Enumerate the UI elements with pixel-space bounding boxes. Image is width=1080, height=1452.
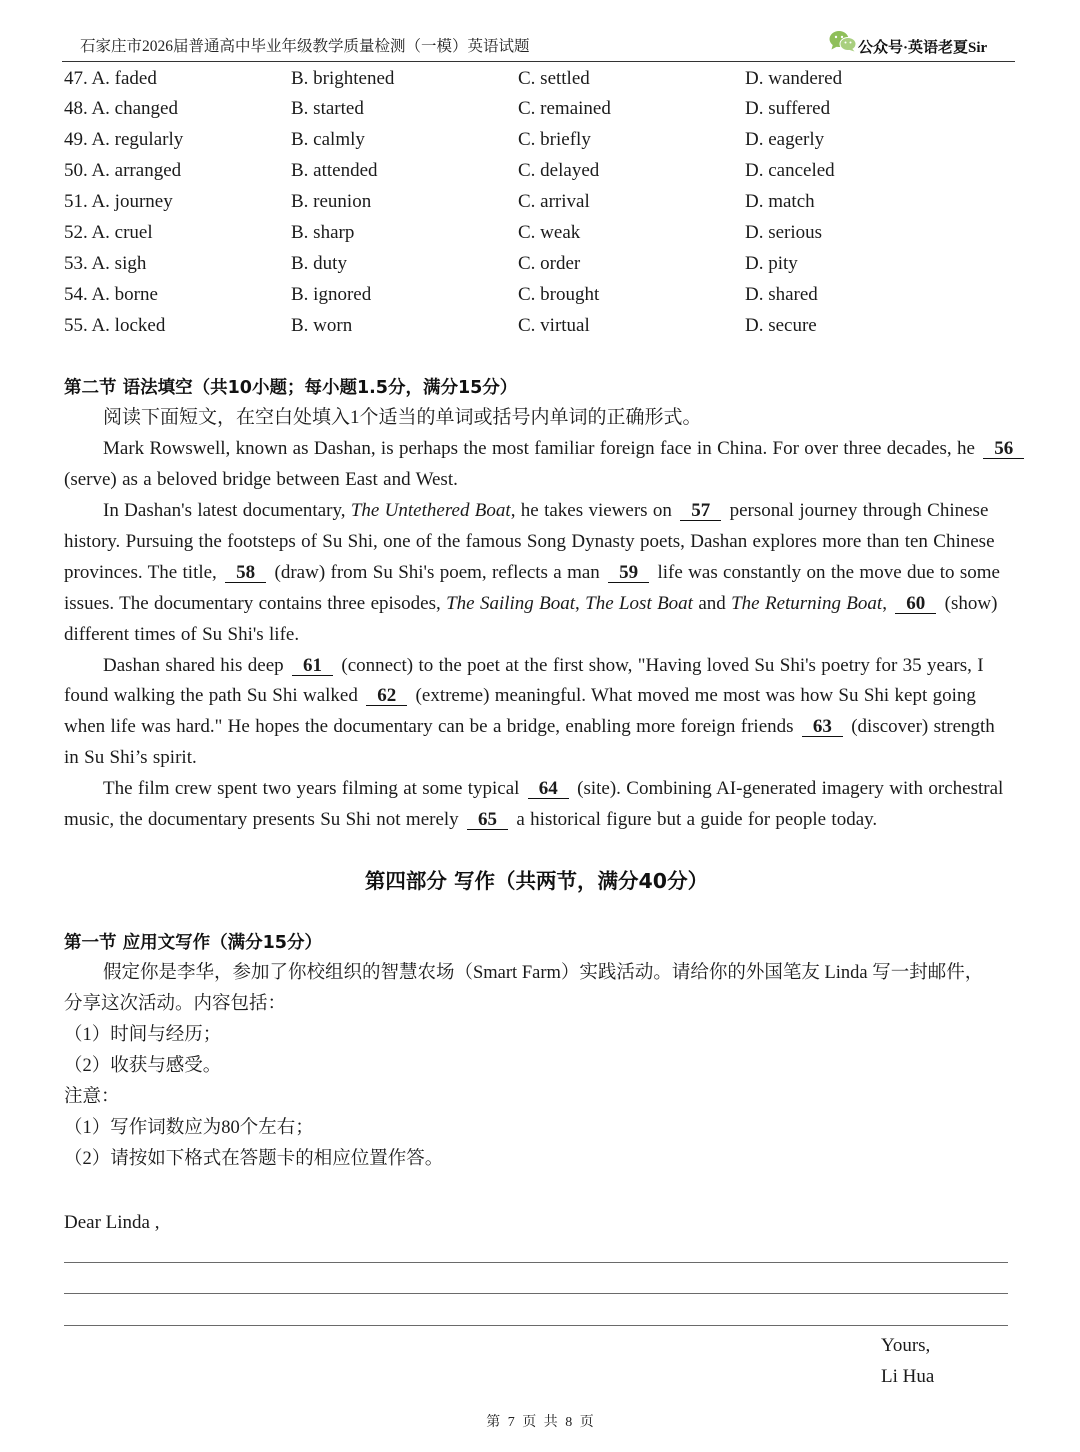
passage-text: history. Pursuing the footsteps of Su Shi, one of the famous Song Dynasty poets, Dashan explores more than ten Chinese: [64, 530, 995, 552]
answer-line: [64, 1262, 1008, 1263]
option-choice-c: C. remained: [518, 98, 611, 120]
prompt-line: （1）时间与经历；: [64, 1025, 222, 1046]
passage-text: Dashan shared his deep: [103, 654, 290, 676]
option-row: [64, 311, 972, 342]
passage-text: found walking the path Su Shi walked: [64, 685, 364, 707]
writing-section-heading: 第一节 应用文写作（满分15分）: [64, 932, 322, 953]
passage-text: (extreme) meaningful. What moved me most was how Su Shi kept going: [410, 685, 976, 707]
answer-line: [64, 1325, 1008, 1326]
prompt-line: （1）写作词数应为80个左右；: [64, 1117, 314, 1138]
option-choice-a: 50. A. arranged: [64, 160, 182, 182]
documentary-title: The Sailing Boat: [446, 592, 576, 614]
passage-text: (show): [939, 592, 998, 614]
option-row: [64, 249, 972, 280]
option-row: [64, 64, 972, 95]
option-choice-c: C. brought: [518, 283, 600, 305]
passage-text: (discover) strength: [845, 716, 995, 738]
passage-line: [64, 589, 1064, 620]
option-choice-a: 53. A. sigh: [64, 252, 147, 274]
option-choice-a: 54. A. borne: [64, 283, 158, 305]
prompt-line: 假定你是李华，参加了你校组织的智慧农场（Smart Farm）实践活动。请给你的外国笔友 Linda 写一封邮件，: [103, 963, 984, 984]
option-choice-d: D. secure: [745, 314, 817, 336]
passage-text: personal journey through Chinese: [724, 500, 989, 522]
option-choice-b: B. ignored: [291, 283, 372, 305]
passage-text: issues. The documentary contains three episodes,: [64, 592, 447, 614]
prompt-line: 注意：: [64, 1086, 120, 1107]
passage-line: [64, 465, 1064, 496]
passage-text: (connect) to the poet at the first show, "Having loved Su Shi's poetry for 35 years, I: [336, 654, 984, 676]
letter-greeting: Dear Linda ,: [64, 1211, 160, 1233]
answer-line: [64, 1293, 1008, 1294]
wechat-icon: [829, 30, 857, 52]
answer-blank: 64: [528, 780, 569, 799]
passage-line: [64, 651, 1064, 682]
passage-text: provinces. The title,: [64, 561, 223, 583]
passage-line: [64, 434, 1064, 465]
option-choice-d: D. shared: [745, 283, 818, 305]
passage-text: a historical figure but a guide for people today.: [511, 808, 878, 830]
page-number: 第 7 页 共 8 页: [486, 1415, 594, 1430]
passage-text: and: [692, 592, 732, 614]
account-name: 公众号·英语老夏Sir: [858, 40, 988, 56]
header-rule: [62, 61, 1015, 62]
wechat-account: [829, 30, 987, 58]
option-choice-b: B. brightened: [291, 67, 395, 89]
passage-text: music, the documentary presents Su Shi not merely: [64, 808, 465, 830]
option-row: [64, 187, 972, 218]
option-choice-d: D. pity: [745, 252, 798, 274]
answer-blank: 63: [802, 718, 843, 737]
option-choice-c: C. briefly: [518, 129, 591, 151]
option-choice-a: 48. A. changed: [64, 98, 178, 120]
option-choice-d: D. match: [745, 191, 815, 213]
passage-text: (serve) as a beloved bridge between East and West.: [64, 469, 458, 491]
option-choice-b: B. reunion: [291, 191, 372, 213]
option-choice-d: D. serious: [745, 221, 823, 243]
prompt-line: 分享这次活动。内容包括：: [64, 994, 287, 1015]
passage-line: [64, 620, 1064, 651]
exam-title: 石家庄市2026届普通高中毕业年级教学质量检测（一模）英语试题: [80, 38, 530, 55]
writing-part-title: 第四部分 写作（共两节，满分40分）: [364, 869, 709, 893]
answer-blank: 58: [225, 564, 266, 583]
passage-line: [64, 496, 1064, 527]
passage-text: Mark Rowswell, known as Dashan, is perhaps the most familiar foreign face in China. For over three decades, he: [103, 438, 981, 460]
option-choice-d: D. suffered: [745, 98, 831, 120]
option-choice-b: B. calmly: [291, 129, 365, 151]
documentary-title: The Lost Boat: [585, 592, 693, 614]
option-choice-b: B. started: [291, 98, 364, 120]
option-row: [64, 218, 972, 249]
writing-section: [64, 928, 1064, 1175]
passage-text: in Su Shi’s spirit.: [64, 747, 197, 769]
option-choice-b: B. sharp: [291, 221, 355, 243]
passage-text: , he takes viewers on: [510, 500, 678, 522]
answer-blank: 62: [366, 687, 407, 706]
documentary-title: The Untethered Boat: [350, 500, 511, 522]
documentary-title: The Returning Boat: [731, 592, 883, 614]
prompt-line: （2）请按如下格式在答题卡的相应位置作答。: [64, 1148, 444, 1169]
answer-blank: 56: [983, 440, 1024, 459]
passage-line: [64, 558, 1064, 589]
option-row: [64, 125, 972, 156]
passage-text: ,: [882, 592, 893, 614]
grammar-instruction: 阅读下面短文，在空白处填入1个适当的单词或括号内单词的正确形式。: [103, 407, 702, 429]
answer-blank: 61: [292, 657, 333, 676]
passage-text: life was constantly on the move due to some: [652, 561, 1000, 583]
grammar-section: [64, 373, 1064, 836]
passage-line: [64, 712, 1064, 743]
option-row: [64, 94, 972, 125]
option-choice-d: D. canceled: [745, 160, 835, 182]
option-choice-d: D. eagerly: [745, 129, 825, 151]
option-choice-b: B. worn: [291, 314, 353, 336]
answer-options-table: [64, 64, 972, 342]
option-row: [64, 156, 972, 187]
option-choice-a: 49. A. regularly: [64, 129, 184, 151]
letter-signature: Li Hua: [881, 1365, 935, 1387]
passage-line: [64, 681, 1064, 712]
passage-text: ,: [575, 592, 586, 614]
answer-blank: 57: [680, 502, 721, 521]
passage-text: The film crew spent two years filming at some typical: [103, 778, 525, 800]
grammar-passage: [64, 434, 1064, 836]
option-choice-c: C. arrival: [518, 191, 590, 213]
option-choice-c: C. weak: [518, 221, 581, 243]
grammar-section-heading: 第二节 语法填空（共10小题；每小题1.5分，满分15分）: [64, 377, 518, 398]
option-choice-d: D. wandered: [745, 67, 843, 89]
passage-text: (site). Combining AI-generated imagery with orchestral: [571, 778, 1004, 800]
option-row: [64, 280, 972, 311]
option-choice-b: B. attended: [291, 160, 378, 182]
passage-text: when life was hard." He hopes the documentary can be a bridge, enabling more foreign friends: [64, 716, 799, 738]
passage-line: [64, 527, 1064, 558]
letter-closing: Yours,: [881, 1334, 931, 1356]
option-choice-b: B. duty: [291, 252, 347, 274]
option-choice-a: 51. A. journey: [64, 191, 173, 213]
option-choice-c: C. order: [518, 252, 581, 274]
passage-text: different times of Su Shi's life.: [64, 623, 300, 645]
option-choice-a: 55. A. locked: [64, 314, 166, 336]
answer-blank: 65: [467, 811, 508, 830]
prompt-line: （2）收获与感受。: [64, 1056, 222, 1077]
option-choice-a: 52. A. cruel: [64, 221, 153, 243]
passage-text: (draw) from Su Shi's poem, reflects a man: [269, 561, 606, 583]
option-choice-c: C. settled: [518, 67, 590, 89]
passage-text: In Dashan's latest documentary,: [103, 500, 351, 522]
option-choice-c: C. delayed: [518, 160, 600, 182]
option-choice-a: 47. A. faded: [64, 67, 157, 89]
answer-blank: 60: [895, 595, 936, 614]
passage-line: [64, 805, 1064, 836]
option-choice-c: C. virtual: [518, 314, 590, 336]
writing-prompt: [64, 958, 1064, 1174]
answer-blank: 59: [608, 564, 649, 583]
passage-line: [64, 774, 1064, 805]
passage-line: [64, 743, 1064, 774]
